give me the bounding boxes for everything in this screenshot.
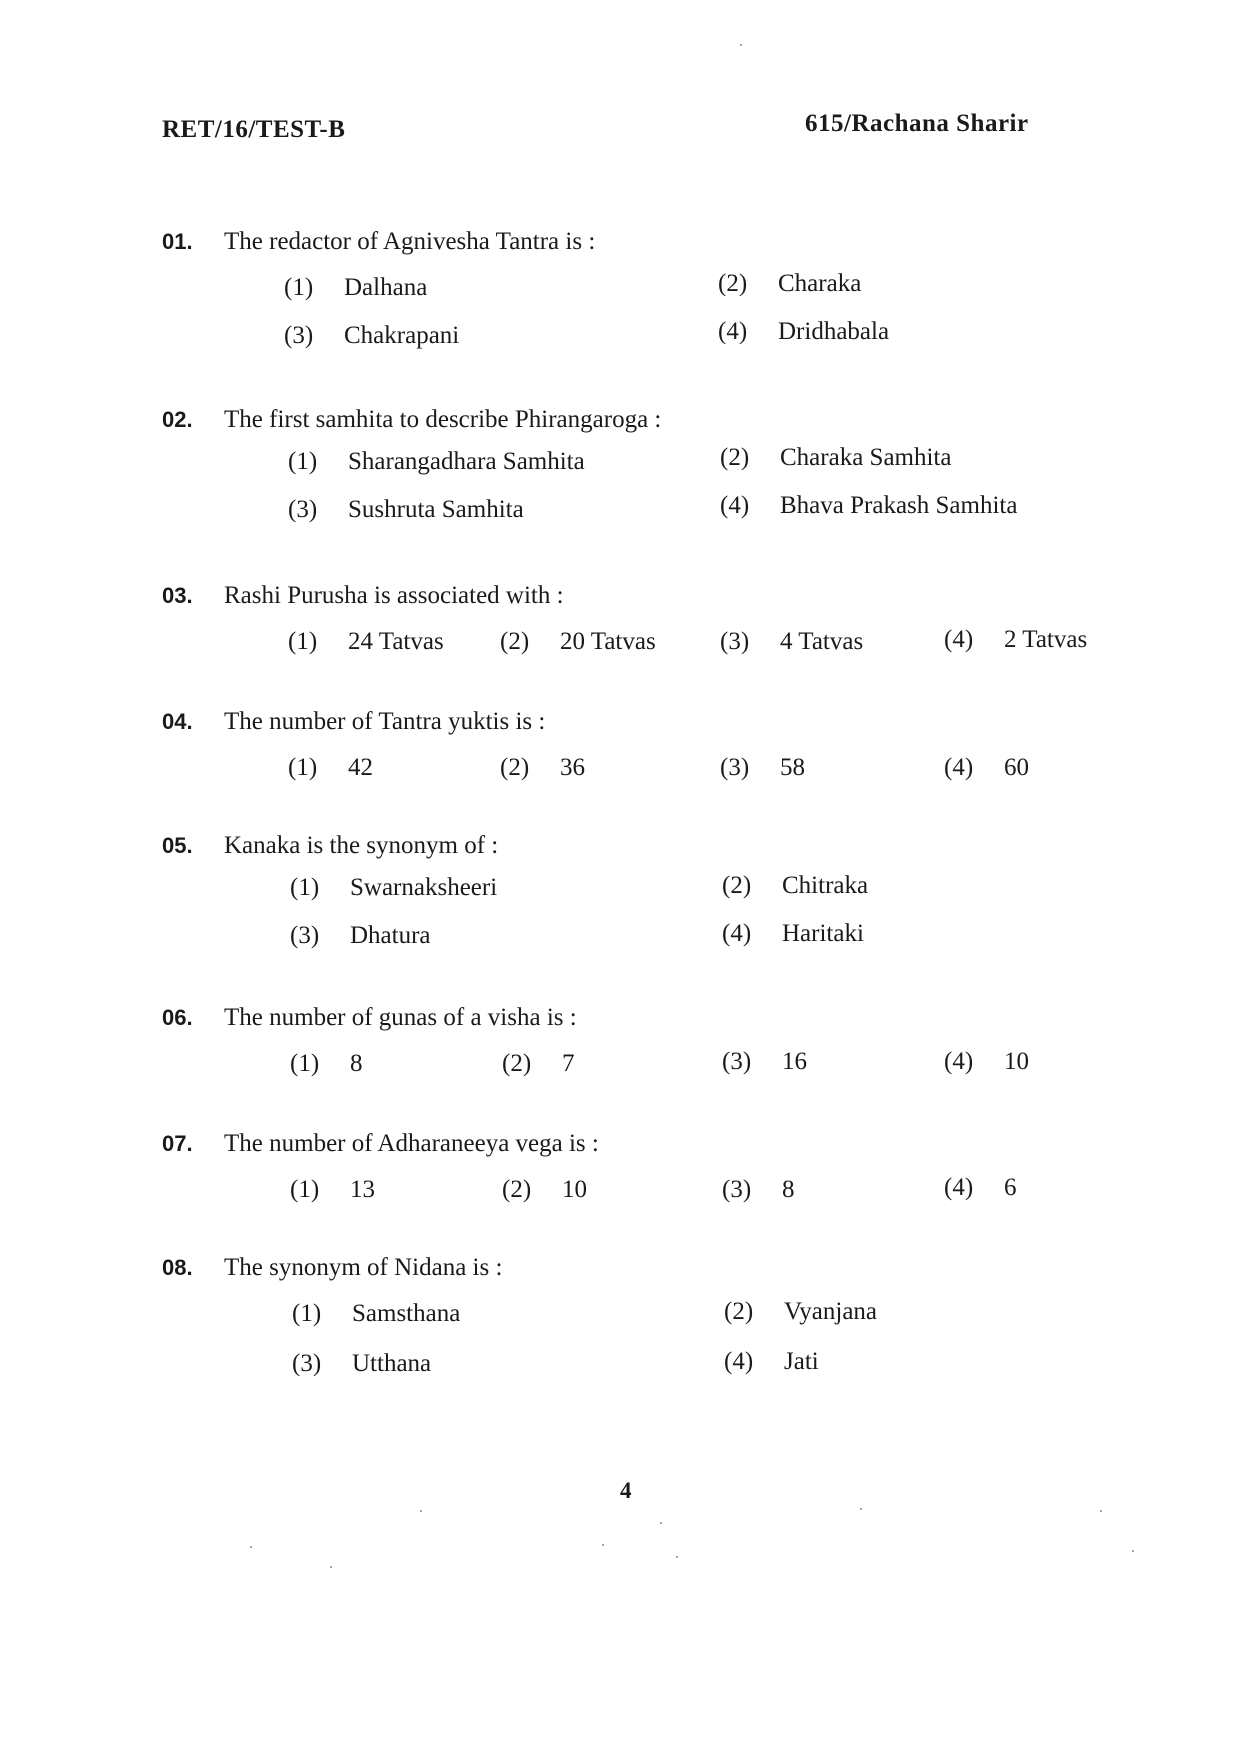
page-number: 4 [620,1478,632,1503]
option-1[interactable]: (1) Dalhana [284,274,428,301]
question-01 [162,228,1082,349]
scan-speck [1132,1550,1134,1552]
option-2[interactable]: (2) Chitraka [722,872,869,899]
question-03 [162,582,1088,655]
option-3[interactable]: (3) Chakrapani [284,322,460,349]
option-4[interactable]: (4) 2 Tatvas [944,626,1088,653]
question-text: Kanaka is the synonym of : [224,832,499,859]
option-3[interactable]: (3) 58 [720,754,805,781]
scan-speck [676,1556,678,1558]
option-2[interactable]: (2) Charaka [718,270,862,297]
option-1[interactable]: (1) 24 Tatvas [288,628,444,655]
question-number: 02. [162,407,193,432]
question-number: 03. [162,583,193,608]
question-05 [162,832,1082,949]
option-1[interactable]: (1) Samsthana [292,1300,461,1327]
question-04 [162,708,1082,781]
option-1[interactable]: (1) 13 [290,1176,375,1203]
question-number: 07. [162,1131,193,1156]
question-text: The first samhita to describe Phirangaroga : [224,406,662,433]
scan-speck [1100,1510,1102,1512]
scan-speck [740,44,742,46]
option-3[interactable]: (3) 16 [722,1048,807,1075]
question-06 [162,1004,1082,1077]
question-02 [162,406,1082,523]
option-2[interactable]: (2) 7 [502,1050,575,1077]
exam-code: RET/16/TEST-B [162,116,346,143]
option-1[interactable]: (1) Sharangadhara Samhita [288,448,585,475]
option-2[interactable]: (2) 20 Tatvas [500,628,656,655]
option-2[interactable]: (2) Charaka Samhita [720,444,952,471]
scan-speck [330,1566,332,1568]
question-07 [162,1130,1082,1203]
question-text: The number of gunas of a visha is : [224,1004,577,1031]
question-number: 08. [162,1255,193,1280]
question-text: The number of Tantra yuktis is : [224,708,546,735]
option-1[interactable]: (1) Swarnaksheeri [290,874,498,901]
option-4[interactable]: (4) 6 [944,1174,1017,1201]
question-text: The redactor of Agnivesha Tantra is : [224,228,596,255]
scan-speck [860,1508,862,1510]
question-number: 05. [162,833,193,858]
option-1[interactable]: (1) 8 [290,1050,363,1077]
option-4[interactable]: (4) Dridhabala [718,318,890,345]
question-text: The number of Adharaneeya vega is : [224,1130,599,1157]
option-3[interactable]: (3) Utthana [292,1350,432,1377]
question-number: 01. [162,229,193,254]
scan-speck [420,1510,422,1512]
question-text: The synonym of Nidana is : [224,1254,503,1281]
question-08 [162,1254,1082,1377]
option-4[interactable]: (4) 60 [944,754,1029,781]
option-1[interactable]: (1) 42 [288,754,373,781]
option-4[interactable]: (4) 10 [944,1048,1029,1075]
option-2[interactable]: (2) 36 [500,754,585,781]
option-3[interactable]: (3) Sushruta Samhita [288,496,524,523]
scan-speck [602,1544,604,1546]
scan-speck [250,1546,252,1548]
option-3[interactable]: (3) Dhatura [290,922,431,949]
option-2[interactable]: (2) Vyanjana [724,1298,878,1325]
scan-speck [660,1522,662,1524]
question-number: 04. [162,709,193,734]
option-4[interactable]: (4) Haritaki [722,920,864,947]
option-3[interactable]: (3) 8 [722,1176,795,1203]
option-3[interactable]: (3) 4 Tatvas [720,628,864,655]
subject-title: 615/Rachana Sharir [805,110,1029,137]
option-4[interactable]: (4) Bhava Prakash Samhita [720,492,1018,519]
option-4[interactable]: (4) Jati [724,1348,819,1375]
question-number: 06. [162,1005,193,1030]
option-2[interactable]: (2) 10 [502,1176,587,1203]
question-text: Rashi Purusha is associated with : [224,582,564,609]
